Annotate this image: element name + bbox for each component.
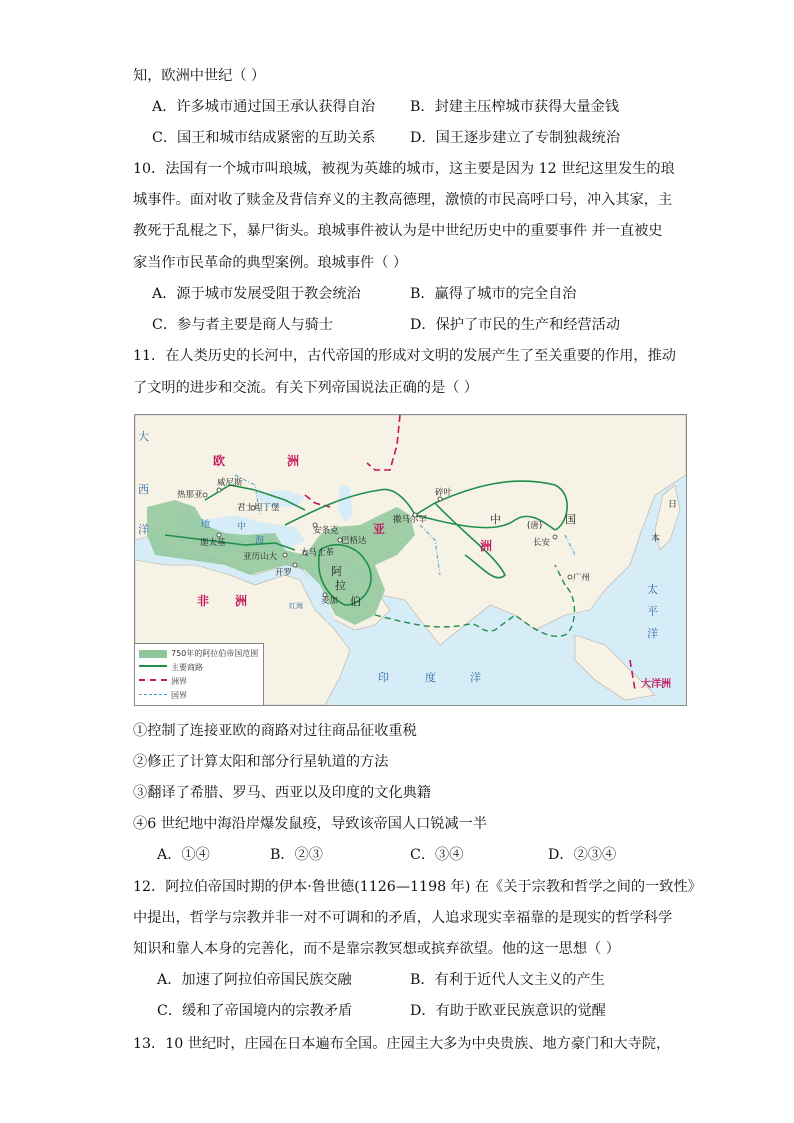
statement-2: ②修正了计算太阳和部分行星轨道的方法	[133, 754, 389, 770]
q11-option-b[interactable]: B．②③	[270, 847, 323, 863]
arab-empire-map	[134, 414, 687, 706]
city-alexandria: 亚历山大	[243, 552, 278, 562]
label-china-tang: (唐)	[527, 521, 543, 531]
city-samarkand: 撒马尔罕	[393, 515, 428, 525]
map-legend	[135, 643, 264, 706]
label-arab-1: 阿	[331, 565, 342, 578]
q9-option-a[interactable]: A．许多城市通过国王承认获得自治	[152, 99, 376, 115]
label-arab-3: 伯	[350, 595, 361, 608]
q12-option-d[interactable]: D．有助于欧亚民族意识的觉醒	[410, 1003, 606, 1019]
label-atlantic-1: 大	[138, 430, 149, 443]
label-japan-1: 日	[668, 500, 678, 510]
legend-continent-border: 洲界	[171, 677, 187, 686]
city-mecca: 麦加	[321, 596, 339, 606]
marker-carthage	[217, 533, 221, 537]
statement-4: ④6 世纪地中海沿岸爆发鼠疫，导致该帝国人口锐减一半	[133, 816, 488, 832]
label-red-sea: 红海	[289, 602, 303, 610]
q11-option-a[interactable]: A．①④	[157, 847, 210, 863]
marker-alexandria	[283, 553, 287, 557]
legend-area: 750年的阿拉伯帝国范围	[171, 649, 259, 658]
statement-1: ①控制了连接亚欧的商路对过往商品征收重税	[133, 723, 417, 739]
q10-option-b[interactable]: B．赢得了城市的完全自治	[410, 286, 577, 302]
label-africa-1: 非	[197, 594, 210, 608]
q10-option-d[interactable]: D．保护了市民的生产和经营活动	[410, 317, 621, 333]
question-11-line-1: 11．在人类历史的长河中，古代帝国的形成对文明的发展产生了至关重要的作用，推动	[133, 348, 676, 364]
label-pacific-1: 太	[647, 583, 658, 596]
label-pacific-2: 平	[647, 605, 658, 618]
question-12-line-1: 12．阿拉伯帝国时期的伊本·鲁世德(1126—1198 年) 在《关于宗教和哲学之间的一致性》	[133, 879, 702, 895]
label-atlantic-2: 西	[138, 483, 149, 496]
label-arab-2: 拉	[335, 579, 346, 592]
label-africa-2: 洲	[235, 594, 248, 608]
label-indian-2: 度	[425, 671, 436, 684]
q11-option-d[interactable]: D．②③④	[548, 847, 617, 863]
label-china-zhong: 中	[490, 513, 501, 526]
city-baghdad: 巴格达	[341, 536, 367, 546]
legend-swatch-continent-border	[139, 679, 167, 681]
q12-option-a[interactable]: A．加速了阿拉伯帝国民族交融	[157, 972, 352, 988]
southeast-asia-land	[575, 635, 655, 700]
q10-option-a[interactable]: A．源于城市发展受阻于教会统治	[152, 286, 361, 302]
question-13-line-1: 13．10 世纪时，庄园在日本遍布全国。庄园主大多为中央贵族、地方豪门和大寺院，	[133, 1036, 671, 1052]
label-indian-3: 洋	[470, 671, 481, 684]
marker-venice	[217, 488, 221, 492]
question-9-stem-tail: 知，欧洲中世纪（ ）	[133, 68, 266, 84]
marker-genoa	[203, 493, 207, 497]
city-cairo: 开罗	[275, 568, 293, 578]
label-europe-2: 洲	[287, 454, 300, 468]
label-asia-2: 洲	[480, 539, 493, 553]
legend-country-border: 国界	[171, 691, 187, 700]
label-med-1: 地	[201, 520, 211, 530]
label-med-3: 海	[255, 536, 265, 546]
legend-route: 主要商路	[171, 663, 203, 672]
city-damascus: 大马士革	[300, 548, 335, 558]
city-guangzhou: 广州	[573, 573, 591, 583]
question-10-line-3: 教死于乱棍之下，暴尸街头。琅城事件被认为是中世纪历史中的重要事件 并一直被史	[133, 223, 663, 239]
label-europe-1: 欧	[213, 454, 226, 468]
city-venice: 威尼斯	[217, 478, 243, 488]
q10-option-c[interactable]: C．参与者主要是商人与骑士	[152, 317, 334, 333]
question-12-line-3: 知识和靠人本身的完善化，而不是靠宗教冥想或摈弃欲望。他的这一思想（ ）	[133, 941, 620, 957]
legend-swatch-area	[139, 650, 167, 658]
city-suyab: 碎叶	[435, 488, 453, 498]
city-genoa: 热那亚	[177, 490, 203, 500]
label-asia-1: 亚	[373, 522, 386, 536]
marker-cairo	[293, 563, 297, 567]
q11-option-c[interactable]: C．③④	[410, 847, 464, 863]
statement-3: ③翻译了希腊、罗马、西亚以及印度的文化典籍	[133, 785, 431, 801]
label-oceania: 大洋洲	[641, 679, 671, 690]
label-china-guo: 国	[565, 513, 576, 526]
q9-option-b[interactable]: B．封建主压榨城市获得大量金钱	[410, 99, 620, 115]
label-japan-2: 本	[651, 534, 661, 544]
city-antioch: 安条克	[313, 526, 339, 536]
label-indian-1: 印	[378, 671, 389, 684]
marker-guangzhou	[568, 575, 572, 579]
label-atlantic-3: 洋	[138, 523, 149, 536]
legend-swatch-country-border	[139, 694, 167, 695]
question-12-line-2: 中提出，哲学与宗教并非一对不可调和的矛盾，人追求现实幸福靠的是现实的哲学科学	[133, 910, 673, 926]
question-10-line-1: 10．法国有一个城市叫琅城，被视为英雄的城市，这主要是因为 12 世纪这里发生的琅	[133, 161, 675, 177]
city-carthage: 迦太基	[200, 538, 226, 548]
legend-swatch-route	[139, 665, 167, 667]
q9-option-c[interactable]: C．国王和城市结成紧密的互助关系	[152, 130, 376, 146]
q9-option-d[interactable]: D．国王逐步建立了专制独裁统治	[410, 130, 621, 146]
question-11-line-2: 了文明的进步和交流。有关下列帝国说法正确的是（ ）	[133, 380, 479, 396]
question-10-line-2: 城事件。面对收了赎金及背信弃义的主教高德理，激愤的市民高呼口号，冲入其家，主	[133, 192, 673, 208]
city-changan: 长安	[533, 538, 551, 548]
city-constantinople: 君士坦丁堡	[237, 503, 280, 513]
q12-option-b[interactable]: B．有利于近代人文主义的产生	[410, 972, 605, 988]
marker-changan	[553, 535, 557, 539]
question-10-line-4: 家当作市民革命的典型案例。琅城事件（ ）	[133, 255, 408, 271]
q12-option-c[interactable]: C．缓和了帝国境内的宗教矛盾	[157, 1003, 353, 1019]
label-med-2: 中	[237, 522, 247, 532]
label-pacific-3: 洋	[647, 627, 658, 640]
